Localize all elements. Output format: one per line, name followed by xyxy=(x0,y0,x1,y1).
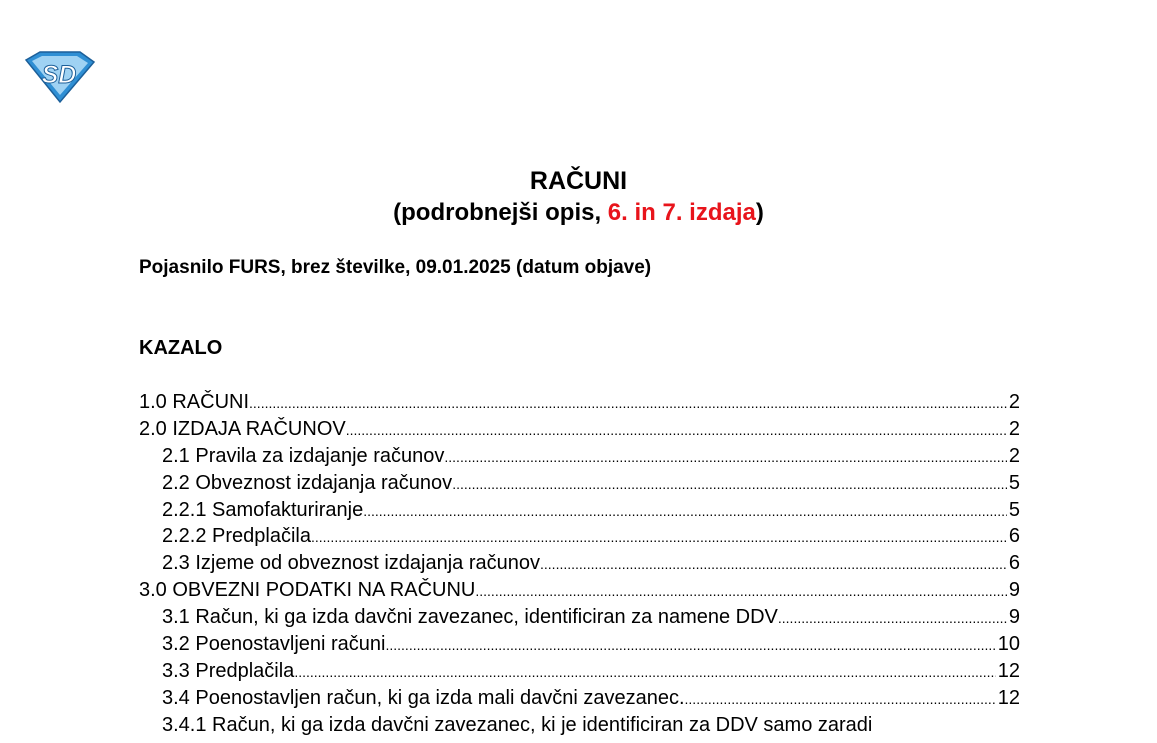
toc-dot-leader xyxy=(311,524,1007,550)
toc-entry-3-1[interactable] xyxy=(139,604,1020,631)
source-line: Pojasnilo FURS, brez številke, 09.01.2025 (datum objave) xyxy=(139,257,652,278)
toc-entry-label: 3.2 Poenostavljeni računi xyxy=(162,633,386,656)
toc-entry-2-2-1[interactable] xyxy=(139,497,1020,524)
toc-entry-3-0[interactable] xyxy=(139,577,1020,604)
toc-entry-2-3[interactable] xyxy=(139,550,1020,577)
toc-entry-label: 2.2.2 Predplačila xyxy=(162,525,311,548)
toc-dot-leader xyxy=(475,578,1007,604)
toc-page-number: 12 xyxy=(997,686,1020,709)
toc-entry-label: 3.3 Predplačila xyxy=(162,659,295,682)
toc-entry-2-2[interactable] xyxy=(139,470,1020,497)
toc-dot-leader xyxy=(452,471,1007,497)
toc-entry-1-0[interactable] xyxy=(139,389,1020,416)
toc-dot-leader xyxy=(685,686,996,712)
toc-dot-leader xyxy=(294,659,995,685)
toc-entry-label: 2.2.1 Samofakturiranje xyxy=(162,498,364,521)
document-subtitle xyxy=(0,198,1157,228)
toc-entry-label: 3.4.1 Račun, ki ga izda davčni zavezanec, ki je identificiran za DDV samo zaradi xyxy=(162,713,873,736)
toc-entry-label: 2.2 Obveznost izdajanja računov xyxy=(162,471,453,494)
toc-entry-label: 3.4 Poenostavljen račun, ki ga izda mali davčni zavezanec. xyxy=(162,686,685,709)
toc-entry-3-4[interactable] xyxy=(139,685,1020,712)
toc-entry-label: 2.0 IZDAJA RAČUNOV xyxy=(139,417,346,440)
toc-entry-label: 2.3 Izjeme od obveznost izdajanja računov xyxy=(162,552,541,575)
toc-page-number: 2 xyxy=(1008,391,1020,413)
toc-page-number: 2 xyxy=(1008,444,1020,467)
toc-page-number: 6 xyxy=(1008,552,1020,575)
toc-entry-label: 3.0 OBVEZNI PODATKI NA RAČUNU xyxy=(139,579,476,602)
toc-entry-3-3[interactable] xyxy=(139,658,1020,685)
toc-entry-label: 1.0 RAČUNI xyxy=(139,391,250,413)
toc-page-number: 9 xyxy=(1008,579,1020,602)
toc-entry-2-0[interactable] xyxy=(139,416,1020,443)
toc-page-number: 5 xyxy=(1008,498,1020,521)
subtitle-close: ) xyxy=(755,199,764,226)
document-title: RAČUNI xyxy=(529,167,628,195)
toc-entry-3-4-1[interactable] xyxy=(139,712,1020,739)
toc-dot-leader xyxy=(444,444,1006,470)
toc-dot-leader xyxy=(249,390,1007,416)
toc-entry-3-2[interactable] xyxy=(139,631,1020,658)
toc-page-number: 12 xyxy=(997,659,1020,682)
toc-page-number: 5 xyxy=(1008,471,1020,494)
toc-entry-label: 3.1 Račun, ki ga izda davčni zavezanec, identificiran za namene DDV xyxy=(162,606,778,629)
toc-entry-2-1[interactable] xyxy=(139,443,1020,470)
toc-page-number: 9 xyxy=(1008,606,1020,629)
toc-dot-leader xyxy=(540,551,1007,577)
toc-dot-leader xyxy=(363,498,1007,524)
toc-page-number: 2 xyxy=(1008,417,1020,440)
toc-dot-leader xyxy=(346,417,1007,443)
table-of-contents xyxy=(139,389,1020,739)
subtitle-open: (podrobnejši opis, xyxy=(393,199,608,226)
subtitle-edition-highlight: 6. in 7. izdaja xyxy=(607,199,756,226)
sd-diamond-logo-icon xyxy=(22,50,96,104)
svg-text:SD: SD xyxy=(41,61,77,89)
toc-dot-leader xyxy=(778,605,1007,631)
toc-entry-2-2-2[interactable] xyxy=(139,523,1020,550)
toc-entry-label: 2.1 Pravila za izdajanje računov xyxy=(162,444,445,467)
toc-page-number: 10 xyxy=(997,633,1020,656)
toc-page-number: 6 xyxy=(1008,525,1020,548)
toc-heading: KAZALO xyxy=(139,337,223,359)
toc-dot-leader xyxy=(385,632,995,658)
